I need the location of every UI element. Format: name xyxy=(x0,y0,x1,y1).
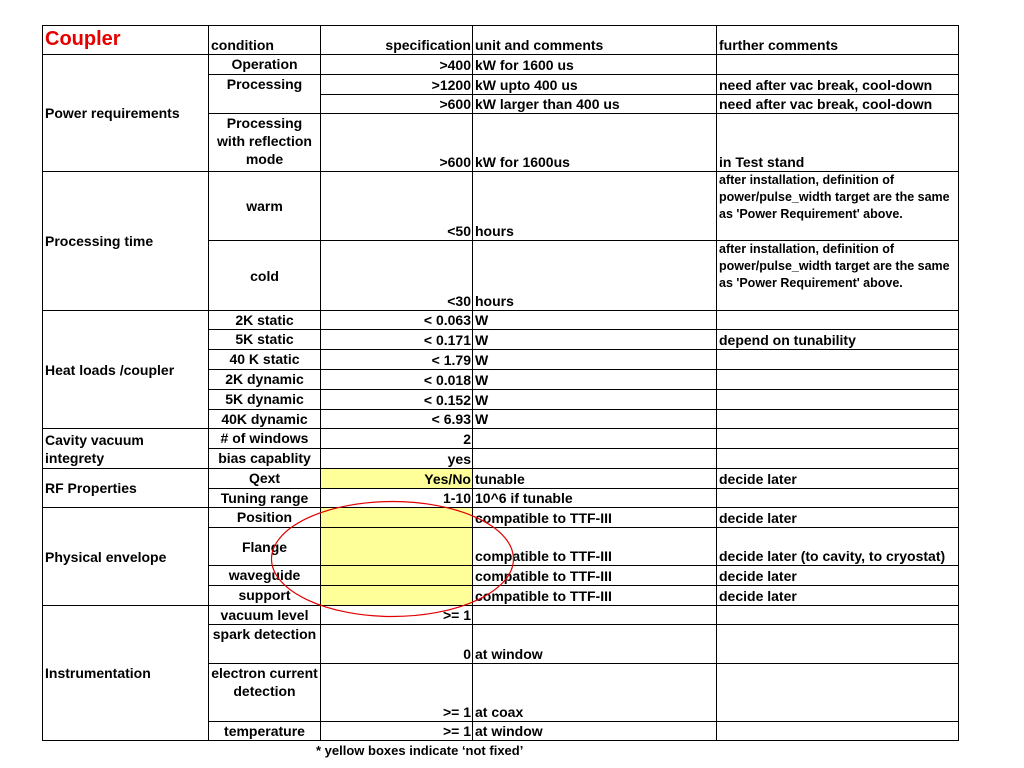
spec-cell: 0 xyxy=(321,625,473,664)
further-cell xyxy=(717,489,959,508)
unit-cell: kW for 1600 us xyxy=(473,55,717,75)
spec-cell: >1200 xyxy=(321,75,473,95)
table-row xyxy=(43,606,959,625)
group-label-heat-loads: Heat loads /coupler xyxy=(43,311,209,429)
condition-cell: waveguide xyxy=(209,566,321,586)
spec-cell: 1-10 xyxy=(321,489,473,508)
condition-cell: Operation xyxy=(209,55,321,75)
condition-cell: 5K static xyxy=(209,330,321,350)
spec-cell: < 1.79 xyxy=(321,350,473,370)
condition-cell: electron current detection xyxy=(209,664,321,722)
further-cell xyxy=(717,625,959,664)
table-row xyxy=(43,508,959,528)
further-cell: decide later xyxy=(717,586,959,606)
unit-cell: compatible to TTF-III xyxy=(473,528,717,566)
group-label-rf: RF Properties xyxy=(43,469,209,508)
spec-cell-not-fixed xyxy=(321,566,473,586)
spec-cell: < 6.93 xyxy=(321,410,473,429)
table-row xyxy=(43,172,959,241)
condition-cell: temperature xyxy=(209,722,321,741)
column-header-condition: condition xyxy=(209,26,321,55)
spec-cell: < 0.018 xyxy=(321,370,473,390)
further-cell xyxy=(717,606,959,625)
spec-cell: >= 1 xyxy=(321,664,473,722)
spec-cell: >600 xyxy=(321,114,473,172)
further-cell xyxy=(717,722,959,741)
further-cell xyxy=(717,429,959,449)
condition-cell: 40 K static xyxy=(209,350,321,370)
table-row xyxy=(43,429,959,449)
condition-cell: 5K dynamic xyxy=(209,390,321,410)
group-label-cavity-vacuum: Cavity vacuum integrety xyxy=(43,429,209,469)
column-header-specification: specification xyxy=(321,26,473,55)
condition-cell: Flange xyxy=(209,528,321,566)
further-cell xyxy=(717,390,959,410)
further-cell: in Test stand xyxy=(717,114,959,172)
header-row xyxy=(43,26,959,55)
further-cell: after installation, definition of power/pulse_width target are the same as 'Power Requirement' above. xyxy=(717,172,959,241)
table-row xyxy=(43,55,959,75)
further-cell xyxy=(717,350,959,370)
unit-cell: 10^6 if tunable xyxy=(473,489,717,508)
column-header-further: further comments xyxy=(717,26,959,55)
unit-cell: W xyxy=(473,350,717,370)
further-cell xyxy=(717,55,959,75)
unit-cell: compatible to TTF-III xyxy=(473,586,717,606)
column-header-unit: unit and comments xyxy=(473,26,717,55)
condition-cell: 40K dynamic xyxy=(209,410,321,429)
further-cell xyxy=(717,449,959,469)
spec-cell: >= 1 xyxy=(321,606,473,625)
spec-cell: yes xyxy=(321,449,473,469)
further-cell: decide later xyxy=(717,508,959,528)
further-cell: after installation, definition of power/pulse_width target are the same as 'Power Requirement' above. xyxy=(717,241,959,311)
unit-cell xyxy=(473,449,717,469)
condition-cell: spark detection xyxy=(209,625,321,664)
further-cell: decide later xyxy=(717,469,959,489)
condition-cell: Position xyxy=(209,508,321,528)
unit-cell: W xyxy=(473,330,717,350)
table-row xyxy=(43,469,959,489)
further-cell: need after vac break, cool-down xyxy=(717,95,959,114)
further-cell: decide later (to cavity, to cryostat) xyxy=(717,528,959,566)
condition-cell: bias capablity xyxy=(209,449,321,469)
table-title: Coupler xyxy=(43,26,209,55)
spec-cell: < 0.171 xyxy=(321,330,473,350)
group-label-physical: Physical envelope xyxy=(43,508,209,606)
spec-cell-not-fixed xyxy=(321,586,473,606)
unit-cell: W xyxy=(473,390,717,410)
further-cell xyxy=(717,311,959,330)
unit-cell: W xyxy=(473,410,717,429)
unit-cell: compatible to TTF-III xyxy=(473,566,717,586)
unit-cell: at window xyxy=(473,625,717,664)
group-label-power: Power requirements xyxy=(43,55,209,172)
unit-cell: hours xyxy=(473,172,717,241)
spec-cell: >= 1 xyxy=(321,722,473,741)
further-cell: depend on tunability xyxy=(717,330,959,350)
spec-cell: >600 xyxy=(321,95,473,114)
group-label-processing-time: Processing time xyxy=(43,172,209,311)
spec-cell: < 0.152 xyxy=(321,390,473,410)
condition-cell: Qext xyxy=(209,469,321,489)
unit-cell: at coax xyxy=(473,664,717,722)
condition-cell: 2K static xyxy=(209,311,321,330)
footnote: * yellow boxes indicate ‘not fixed’ xyxy=(316,743,524,758)
condition-cell: # of windows xyxy=(209,429,321,449)
unit-cell: at window xyxy=(473,722,717,741)
condition-cell: vacuum level xyxy=(209,606,321,625)
spec-cell: <50 xyxy=(321,172,473,241)
unit-cell xyxy=(473,606,717,625)
further-cell: need after vac break, cool-down xyxy=(717,75,959,95)
spec-cell: <30 xyxy=(321,241,473,311)
spec-cell-not-fixed xyxy=(321,508,473,528)
unit-cell: kW upto 400 us xyxy=(473,75,717,95)
condition-cell: Processing xyxy=(209,75,321,114)
unit-cell: hours xyxy=(473,241,717,311)
condition-cell: cold xyxy=(209,241,321,311)
further-cell xyxy=(717,370,959,390)
condition-cell: warm xyxy=(209,172,321,241)
spec-cell-not-fixed: Yes/No xyxy=(321,469,473,489)
spec-cell-not-fixed xyxy=(321,528,473,566)
spec-cell: < 0.063 xyxy=(321,311,473,330)
condition-cell: support xyxy=(209,586,321,606)
unit-cell: tunable xyxy=(473,469,717,489)
unit-cell: W xyxy=(473,370,717,390)
condition-cell: Tuning range xyxy=(209,489,321,508)
further-cell xyxy=(717,410,959,429)
unit-cell: kW larger than 400 us xyxy=(473,95,717,114)
unit-cell xyxy=(473,429,717,449)
further-cell: decide later xyxy=(717,566,959,586)
coupler-spec-table xyxy=(42,25,959,741)
unit-cell: kW for 1600us xyxy=(473,114,717,172)
condition-cell: Processing with reflection mode xyxy=(209,114,321,172)
spec-cell: 2 xyxy=(321,429,473,449)
unit-cell: W xyxy=(473,311,717,330)
condition-cell: 2K dynamic xyxy=(209,370,321,390)
further-cell xyxy=(717,664,959,722)
spec-cell: >400 xyxy=(321,55,473,75)
unit-cell: compatible to TTF-III xyxy=(473,508,717,528)
table-row xyxy=(43,311,959,330)
group-label-instrumentation: Instrumentation xyxy=(43,606,209,741)
